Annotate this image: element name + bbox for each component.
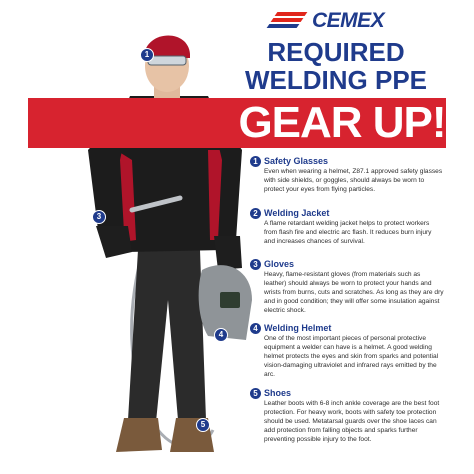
safety-glasses	[148, 56, 186, 65]
item-description: Heavy, flame-resistant gloves (from materials such as leather) should always be worn to protect your hands and wrists from burns, cuts and scratches. As long as they are dry and in good condition; they will offer some insulation against electric shock.	[264, 271, 444, 314]
item-number: 2	[250, 208, 261, 219]
poster	[28, 0, 446, 474]
callout-4: 4	[214, 328, 228, 342]
item-title: Shoes	[264, 388, 292, 398]
cemex-logo	[266, 8, 384, 34]
callout-1: 1	[140, 48, 154, 62]
banner-text: GEAR UP!	[238, 98, 446, 147]
left-boot	[116, 418, 162, 452]
item-description: A flame retardant welding jacket helps to protect workers from flash fire and electric arc flash. It reduces burn injury and increases chances of survival.	[264, 220, 432, 245]
item-title: Welding Helmet	[264, 323, 332, 333]
helmet-lens	[220, 292, 240, 308]
item-number: 5	[250, 388, 261, 399]
item-description: Even when wearing a helmet, Z87.1 approved safety glasses with side shields, or goggles, should always be worn to protect your eyes from flying particles.	[264, 168, 443, 193]
item-description: One of the most important pieces of personal protective equipment a welder can have is a helmet. A good welding helmet protects the eyes and skin from sparks and potential vision-damaging ultraviolet and infrared rays emitted by the arc.	[264, 335, 439, 378]
item-title: Welding Jacket	[264, 208, 330, 218]
title-line-1: REQUIRED	[267, 37, 405, 67]
item-number: 1	[250, 156, 261, 167]
welder-illustration	[28, 0, 258, 474]
left-glove	[96, 226, 132, 258]
right-glove	[214, 236, 242, 270]
title-line-2: WELDING PPE	[244, 65, 427, 95]
brand-name: CEMEX	[312, 9, 385, 32]
item-description: Leather boots with 6-8 inch ankle coverage are the best foot protection. For heavy work, boots with safety toe protection should be used. Metatarsal guards over the shoe laces can add protection from falling objects and sparks further preventing possible injury to the foot.	[264, 400, 440, 443]
callout-5: 5	[196, 418, 210, 432]
cemex-logo-mark	[266, 10, 308, 32]
pants	[128, 250, 206, 422]
item-title: Safety Glasses	[264, 156, 329, 166]
item-title: Gloves	[264, 259, 295, 269]
item-number: 3	[250, 259, 261, 270]
callout-3: 3	[92, 210, 106, 224]
item-number: 4	[250, 323, 261, 334]
